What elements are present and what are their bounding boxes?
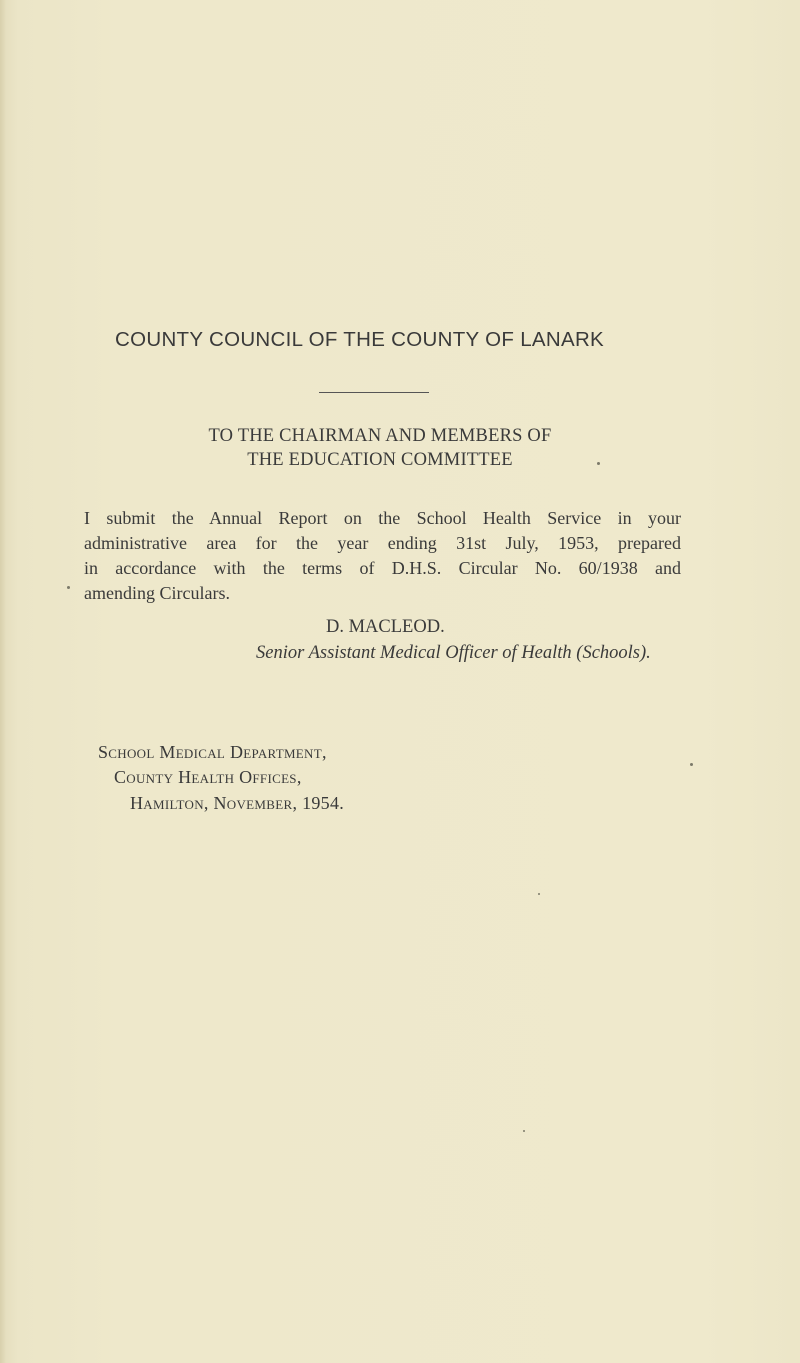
addressee-line-2: THE EDUCATION COMMITTEE xyxy=(247,450,513,470)
address-line-3: Hamilton, November, 1954. xyxy=(130,793,345,813)
paper-speck xyxy=(538,893,540,895)
report-paragraph xyxy=(84,506,681,606)
paper-speck xyxy=(690,763,693,766)
addressee-block xyxy=(150,424,610,472)
signatory-name: D. MACLEOD. xyxy=(326,617,445,637)
paragraph-line-4: amending Circulars. xyxy=(84,583,230,603)
paragraph-line-3: in accordance with the terms of D.H.S. Circular No. 60/1938 and xyxy=(84,558,681,578)
paragraph-line-1: I submit the Annual Report on the School Health Service in your xyxy=(84,508,681,528)
council-heading: COUNTY COUNCIL OF THE COUNTY OF LANARK xyxy=(115,328,605,351)
heading-divider xyxy=(319,392,429,393)
paper-speck xyxy=(597,462,600,465)
addressee-line-1: TO THE CHAIRMAN AND MEMBERS OF xyxy=(208,426,552,446)
page-edge-shadow xyxy=(0,0,6,1363)
address-line-2: County Health Offices, xyxy=(114,767,302,787)
paper-speck xyxy=(523,1130,525,1132)
paragraph-line-2: administrative area for the year ending 31st July, 1953, prepared xyxy=(84,533,681,553)
paper-speck xyxy=(67,586,70,589)
signatory-title: Senior Assistant Medical Officer of Health (Schools). xyxy=(256,643,651,663)
address-line-1: School Medical Department, xyxy=(98,742,327,762)
